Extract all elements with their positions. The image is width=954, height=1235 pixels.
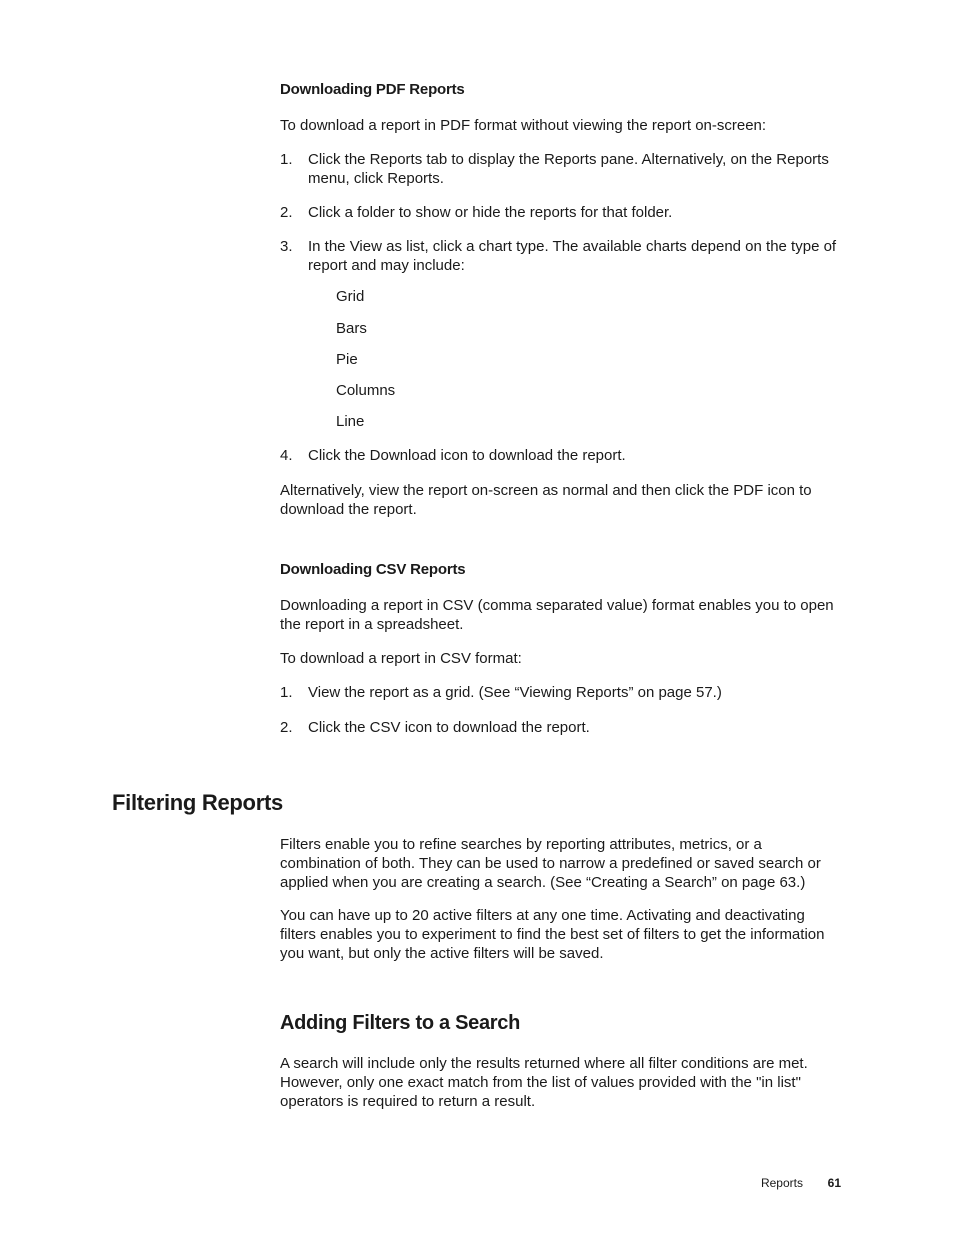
chart-type-item: Pie [336, 351, 358, 368]
filtering-para-2: You can have up to 20 active filters at any one time. Activating and deactivating filters enables you to experiment to find the best set of filters to get the information you want, but only the active filters will be saved. [280, 907, 825, 962]
footer-page-number: 61 [827, 1176, 841, 1190]
step-number: 3. [280, 238, 293, 255]
filtering-heading: Filtering Reports [112, 790, 283, 815]
footer-section-label: Reports [760, 1176, 803, 1190]
step-text: In the View as list, click a chart type. The available charts depend on the type of report and may include: [308, 238, 837, 274]
chart-type-item: Bars [336, 320, 367, 337]
page-footer [700, 1174, 842, 1190]
step-number: 1. [280, 151, 293, 168]
step-number: 4. [280, 447, 293, 464]
step-number: 2. [280, 719, 293, 736]
pdf-heading: Downloading PDF Reports [280, 81, 465, 98]
filtering-para-1: Filters enable you to refine searches by reporting attributes, metrics, or a combination of both. They can be used to narrow a predefined or saved search or applied when you are creating a search. (See “Creating a Search” on page 63.) [280, 836, 821, 891]
chart-type-item: Columns [336, 382, 396, 399]
step-text: Click the CSV icon to download the report. [308, 719, 590, 736]
step-text: View the report as a grid. (See “Viewing Reports” on page 57.) [308, 684, 722, 701]
step-number: 1. [280, 684, 293, 701]
chart-type-item: Grid [336, 288, 365, 305]
csv-intro: Downloading a report in CSV (comma separated value) format enables you to open the report in a spreadsheet. [280, 597, 834, 633]
adding-para-1: A search will include only the results returned where all filter conditions are met. However, only one exact match from the list of values provided with the "in list" operators is required to return a result. [280, 1055, 808, 1110]
step-text: Click a folder to show or hide the reports for that folder. [308, 204, 673, 221]
chart-type-item: Line [336, 413, 365, 430]
pdf-intro: To download a report in PDF format without viewing the report on-screen: [280, 117, 767, 134]
adding-heading: Adding Filters to a Search [280, 1012, 521, 1034]
pdf-outro: Alternatively, view the report on-screen as normal and then click the PDF icon to download the report. [280, 482, 812, 518]
csv-lead: To download a report in CSV format: [280, 650, 522, 667]
step-text: Click the Download icon to download the report. [308, 447, 626, 464]
step-number: 2. [280, 204, 293, 221]
step-text: Click the Reports tab to display the Reports pane. Alternatively, on the Reports menu, click Reports. [308, 151, 829, 187]
csv-heading: Downloading CSV Reports [280, 561, 466, 578]
